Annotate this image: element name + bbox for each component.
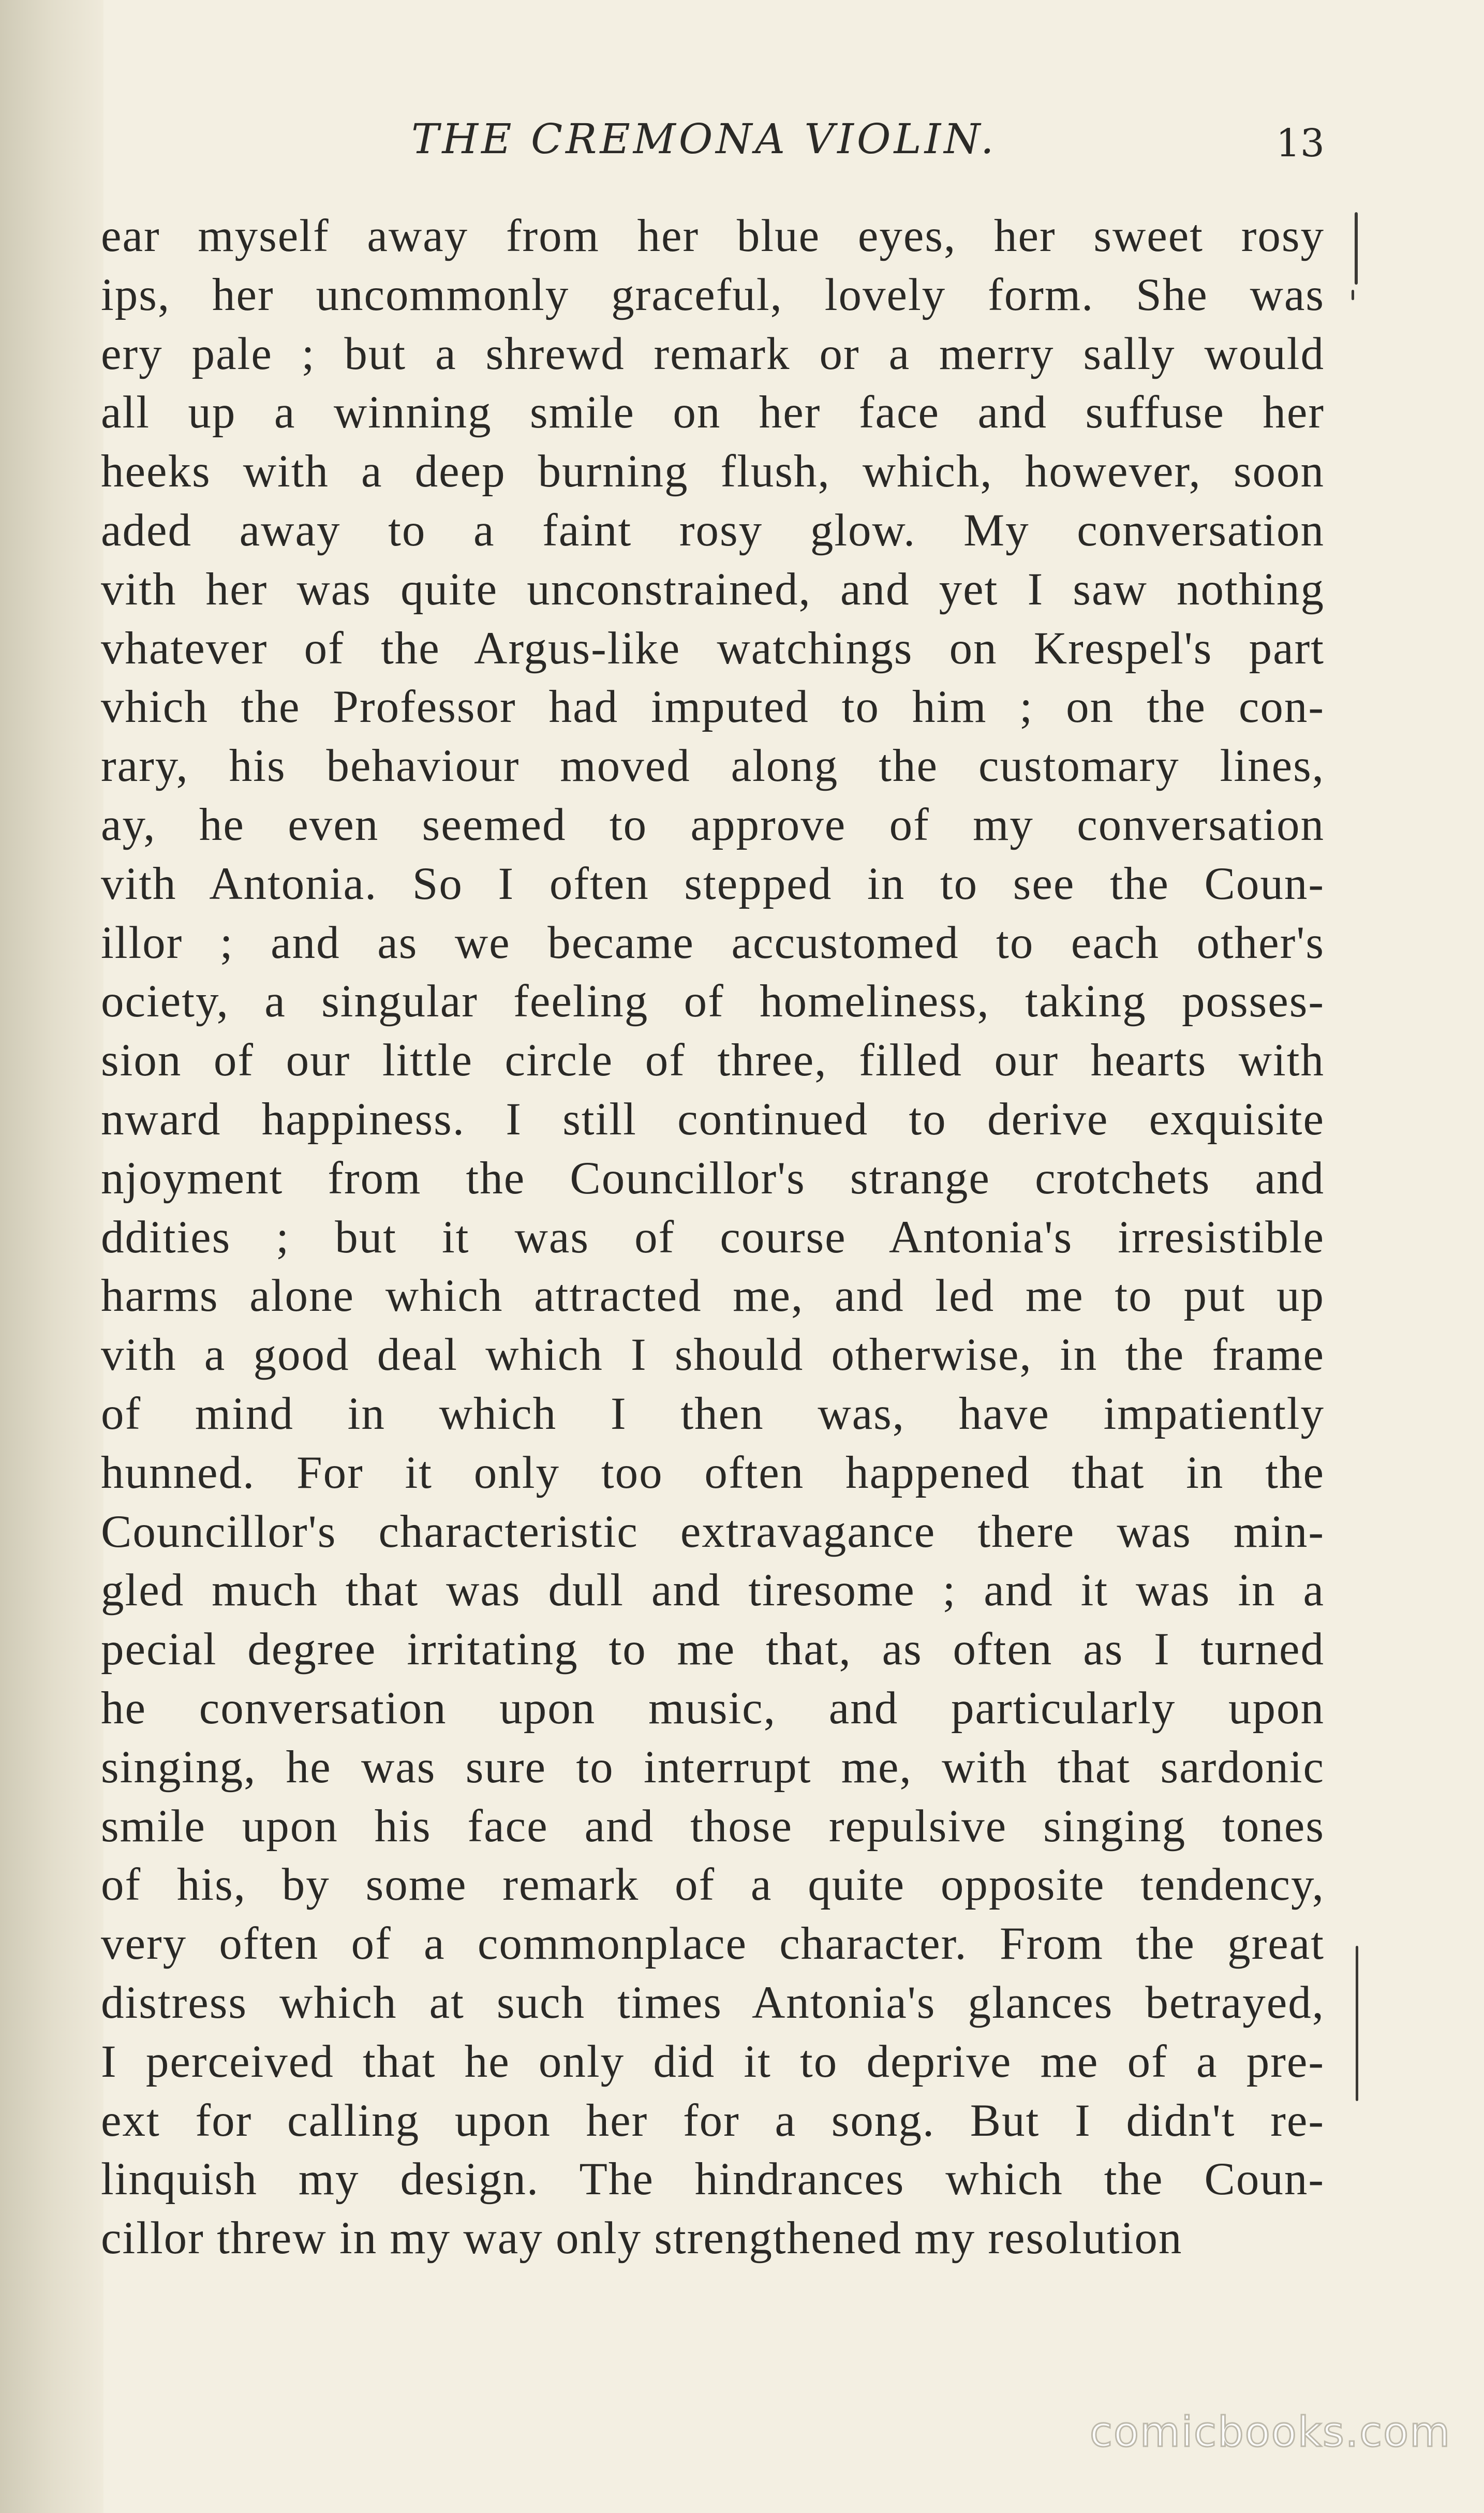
text-line: njoyment from the Councillor's strange crotchets and bbox=[101, 1152, 1325, 1204]
text-line: I perceived that he only did it to deprive me of a pre- bbox=[101, 2036, 1325, 2087]
text-line: ext for calling upon her for a song. But I didn't re- bbox=[101, 2095, 1325, 2146]
text-line: all up a winning smile on her face and suffuse her bbox=[101, 387, 1325, 438]
text-line: hunned. For it only too often happened that in the bbox=[101, 1447, 1325, 1498]
text-line: ery pale ; but a shrewd remark or a merry sally would bbox=[101, 328, 1325, 379]
text-line: gled much that was dull and tiresome ; and it was in a bbox=[101, 1565, 1325, 1616]
text-line: ociety, a singular feeling of homeliness, taking posses- bbox=[101, 976, 1325, 1027]
text-line: aded away to a faint rosy glow. My conversation bbox=[101, 505, 1325, 556]
text-line: very often of a commonplace character. From the great bbox=[101, 1918, 1325, 1970]
margin-pencil-mark bbox=[1355, 212, 1358, 285]
text-line: vith Antonia. So I often stepped in to see the Coun- bbox=[101, 858, 1325, 909]
text-line: linquish my design. The hindrances which the Coun- bbox=[101, 2154, 1325, 2205]
text-line: vith a good deal which I should otherwise, in the frame bbox=[101, 1329, 1325, 1381]
text-line: cillor threw in my way only strengthened my resolution bbox=[101, 2213, 1183, 2264]
margin-pencil-mark bbox=[1352, 290, 1354, 300]
text-line: harms alone which attracted me, and led me to put up bbox=[101, 1270, 1325, 1322]
page-number: 13 bbox=[1275, 121, 1325, 166]
text-line: pecial degree irritating to me that, as often as I turned bbox=[101, 1624, 1325, 1675]
binding-gutter-shadow bbox=[0, 0, 103, 2513]
text-line: sion of our little circle of three, filled our hearts with bbox=[101, 1035, 1325, 1086]
text-line: nward happiness. I still continued to derive exquisite bbox=[101, 1093, 1325, 1145]
text-line: vhich the Professor had imputed to him ; on the con- bbox=[101, 682, 1325, 733]
page-header bbox=[101, 111, 1325, 168]
text-line: distress which at such times Antonia's glances betrayed, bbox=[101, 1977, 1325, 2028]
text-line: illor ; and as we became accustomed to each other's bbox=[101, 917, 1325, 968]
text-line: he conversation upon music, and particularly upon bbox=[101, 1682, 1325, 1734]
body-text bbox=[101, 207, 1325, 2268]
text-line: ddities ; but it was of course Antonia's irresistible bbox=[101, 1211, 1325, 1263]
text-line: rary, his behaviour moved along the customary lines, bbox=[101, 741, 1325, 792]
watermark: comicbooks.com bbox=[1089, 2408, 1451, 2456]
text-line: ear myself away from her blue eyes, her sweet rosy bbox=[101, 211, 1325, 261]
running-title: THE CREMONA VIOLIN. bbox=[411, 115, 997, 163]
text-line: of mind in which I then was, have impatiently bbox=[101, 1388, 1325, 1439]
text-line: ay, he even seemed to approve of my conversation bbox=[101, 799, 1325, 850]
text-line: vith her was quite unconstrained, and yet I saw nothing bbox=[101, 564, 1325, 615]
text-line: Councillor's characteristic extravagance there was min- bbox=[101, 1506, 1325, 1557]
text-line: vhatever of the Argus-like watchings on Krespel's part bbox=[101, 623, 1325, 674]
text-line: singing, he was sure to interrupt me, with that sardonic bbox=[101, 1741, 1325, 1793]
margin-pencil-mark bbox=[1356, 1946, 1358, 2101]
text-line: of his, by some remark of a quite opposite tendency, bbox=[101, 1859, 1325, 1911]
text-line: ips, her uncommonly graceful, lovely form. She was bbox=[101, 269, 1325, 320]
text-line: heeks with a deep burning flush, which, however, soon bbox=[101, 446, 1325, 497]
text-line: smile upon his face and those repulsive singing tones bbox=[101, 1800, 1325, 1852]
